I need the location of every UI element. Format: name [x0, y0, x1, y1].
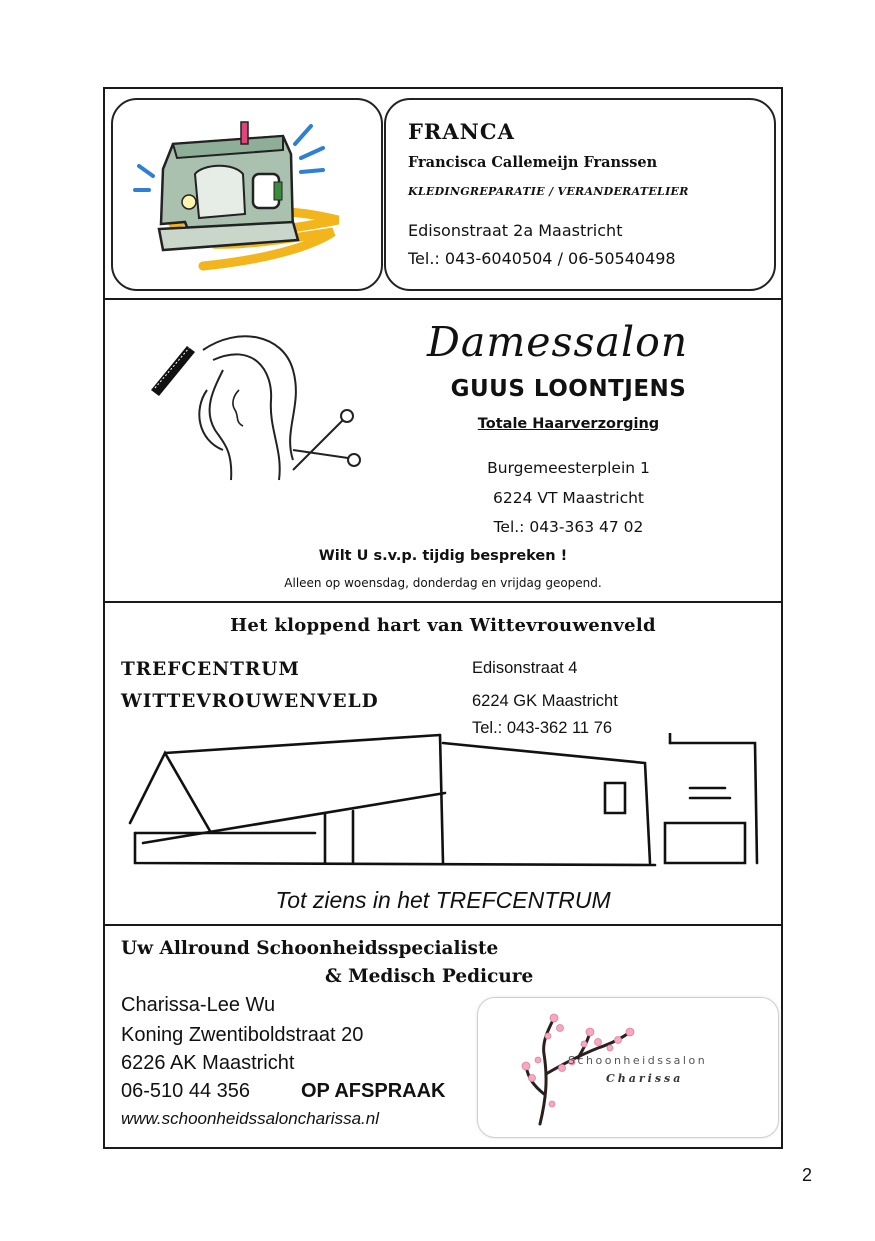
building-sketch-icon	[125, 733, 775, 883]
sewing-machine-icon	[133, 114, 363, 274]
trefcentrum-footer: Tot ziens in het TREFCENTRUM	[275, 887, 611, 913]
trefcentrum-name-line2: WITTEVROUWENVELD	[121, 691, 379, 712]
schoonheid-headline2: & Medisch Pedicure	[325, 966, 534, 987]
logo-text-charissa: Charissa	[606, 1072, 684, 1085]
schoonheid-name: Charissa-Lee Wu	[121, 994, 276, 1016]
franca-title: FRANCA	[408, 119, 515, 144]
ad-franca	[105, 89, 781, 300]
schoonheid-phone: 06-510 44 356	[121, 1080, 251, 1102]
franca-phone: Tel.: 043-6040504 / 06-50540498	[408, 249, 676, 268]
damessalon-title: Damessalon	[427, 318, 689, 366]
damessalon-address-line1: Burgemeesterplein 1	[487, 459, 650, 477]
damessalon-name: GUUS LOONTJENS	[450, 376, 687, 402]
schoonheid-headline1: Uw Allround Schoonheidsspecialiste	[121, 938, 499, 959]
schoonheid-street: Koning Zwentiboldstraat 20	[121, 1024, 364, 1046]
schoonheid-appointment: OP AFSPRAAK	[301, 1080, 446, 1102]
schoonheid-city: 6226 AK Maastricht	[121, 1052, 295, 1074]
trefcentrum-phone: Tel.: 043-362 11 76	[472, 719, 613, 737]
franca-address: Edisonstraat 2a Maastricht	[408, 221, 623, 240]
damessalon-opening-hours: Alleen op woensdag, donderdag en vrijdag geopend.	[284, 576, 602, 590]
schoonheid-website: www.schoonheidssaloncharissa.nl	[121, 1109, 379, 1128]
franca-image-box	[111, 98, 383, 291]
trefcentrum-address-line1: Edisonstraat 4	[472, 659, 578, 677]
ad-trefcentrum	[105, 603, 781, 926]
trefcentrum-headline: Het kloppend hart van Wittevrouwenveld	[230, 615, 656, 636]
trefcentrum-address-line2: 6224 GK Maastricht	[472, 692, 618, 710]
schoonheid-logo	[477, 997, 779, 1138]
franca-owner-name: Francisca Callemeijn Franssen	[408, 154, 658, 171]
ad-damessalon	[105, 300, 781, 603]
ad-page-frame	[103, 87, 783, 1149]
hair-comb-scissors-icon	[143, 330, 363, 510]
damessalon-phone: Tel.: 043-363 47 02	[493, 518, 644, 536]
damessalon-address-line2: 6224 VT Maastricht	[493, 489, 644, 507]
ad-schoonheidssalon	[105, 926, 781, 1147]
trefcentrum-name-line1: TREFCENTRUM	[121, 659, 300, 680]
page-number: 2	[802, 1165, 813, 1185]
franca-services: KLEDINGREPARATIE / VERANDERATELIER	[408, 185, 689, 198]
damessalon-subtitle: Totale Haarverzorging	[477, 416, 660, 432]
damessalon-booking-note: Wilt U s.v.p. tijdig bespreken !	[318, 548, 568, 564]
logo-text-schoonheidssalon: Schoonheidssalon	[568, 1054, 708, 1067]
